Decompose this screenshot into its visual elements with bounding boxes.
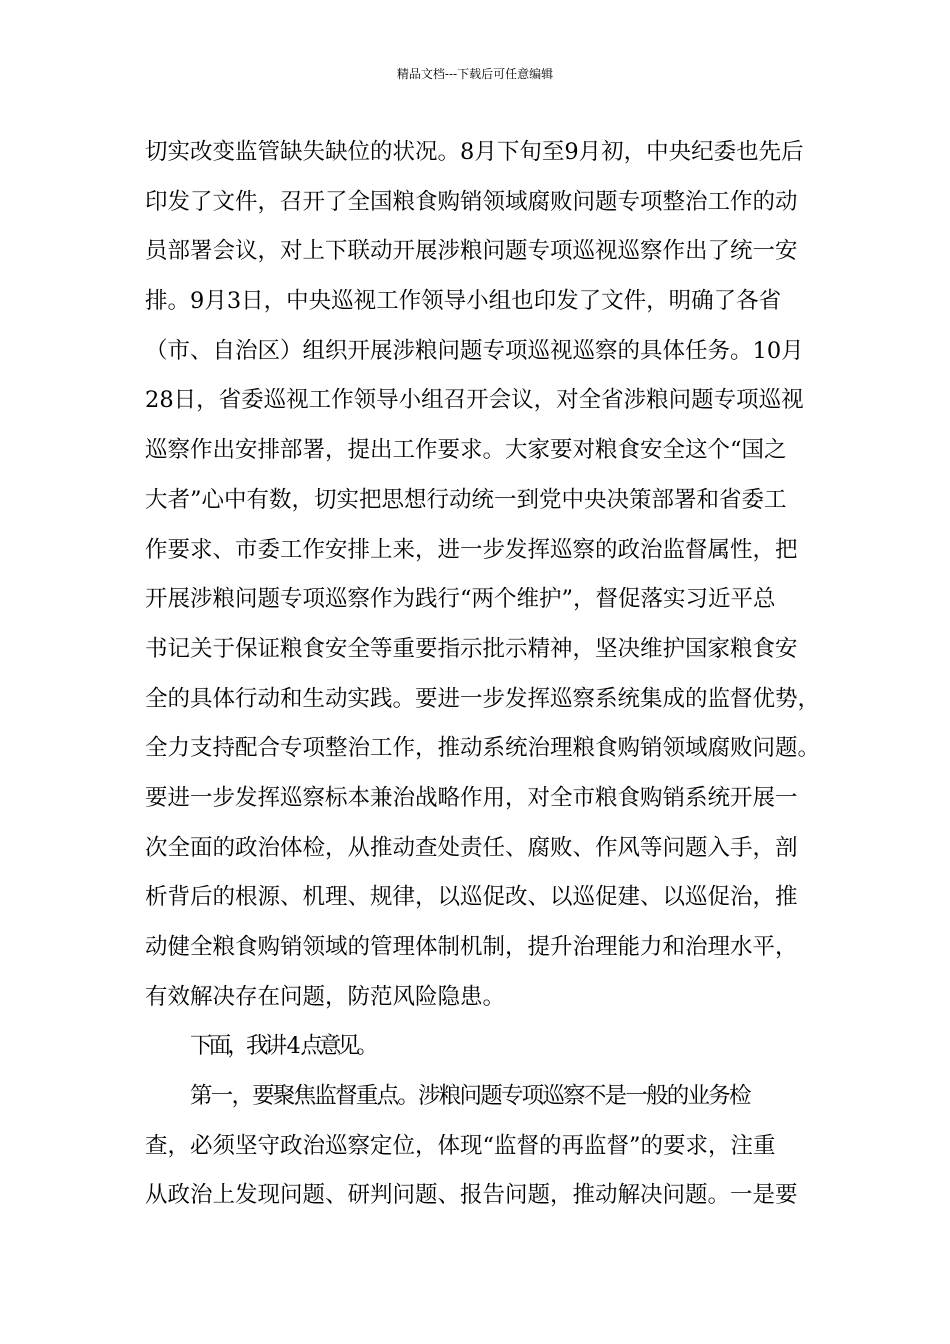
text-line: 析背后的根源、机理、规律，以巡促改、以巡促建、以巡促治，推	[145, 884, 798, 911]
page-header: 精品文档---下载后可任意编辑	[396, 67, 554, 81]
text-line: 巡察作出安排部署，提出工作要求。大家要对粮食安全这个“国之	[145, 437, 787, 464]
text-line: 书记关于保证粮食安全等重要指示批示精神，坚决维护国家粮食安	[145, 635, 798, 662]
text-line: 员部署会议，对上下联动开展涉粮问题专项巡视巡察作出了统一安	[145, 238, 798, 265]
text-line: 次全面的政治体检，从推动查处责任、腐败、作风等问题入手，剖	[145, 834, 798, 861]
text-line: 排。9月3日，中央巡视工作领导小组也印发了文件，明确了各省	[145, 288, 782, 315]
text-line: 28日，省委巡视工作领导小组召开会议，对全省涉粮问题专项巡视	[145, 387, 804, 414]
text-line: 动健全粮食购销领域的管理体制机制，提升治理能力和治理水平，	[145, 934, 798, 960]
text-line: 全的具体行动和生动实践。要进一步发挥巡察系统集成的监督优势，	[145, 685, 821, 712]
text-line: （市、自治区）组织开展涉粮问题专项巡视巡察的具体任务。10月	[145, 337, 804, 364]
text-line: 从政治上发现问题、研判问题、报告问题，推动解决问题。一是要	[145, 1182, 798, 1209]
document-body	[145, 136, 845, 1229]
text-line: 大者”心中有数，切实把思想行动统一到党中央决策部署和省委工	[145, 486, 787, 513]
text-line: 要进一步发挥巡察标本兼治战略作用，对全市粮食购销系统开展一	[145, 784, 798, 811]
text-line: 第一，要聚焦监督重点。涉粮问题专项巡察不是一般的业务检	[190, 1083, 750, 1110]
text-line: 切实改变监管缺失缺位的状况。8月下旬至9月初，中央纪委也先后	[145, 139, 804, 165]
text-line: 全力支持配合专项整治工作，推动系统治理粮食购销领域腐败问题。	[145, 735, 821, 762]
text-line: 有效解决存在问题，防范风险隐患。	[145, 983, 506, 1010]
text-line: 印发了文件，召开了全国粮食购销领域腐败问题专项整治工作的动	[145, 188, 798, 215]
text-line: 查，必须坚守政治巡察定位，体现“监督的再监督”的要求，注重	[145, 1132, 776, 1159]
text-line: 作要求、市委工作安排上来，进一步发挥巡察的政治监督属性，把	[145, 536, 798, 563]
text-line: 开展涉粮问题专项巡察作为践行“两个维护”，督促落实习近平总	[145, 586, 776, 613]
text-line: 下面，我讲 4 点意见。	[190, 1033, 375, 1060]
